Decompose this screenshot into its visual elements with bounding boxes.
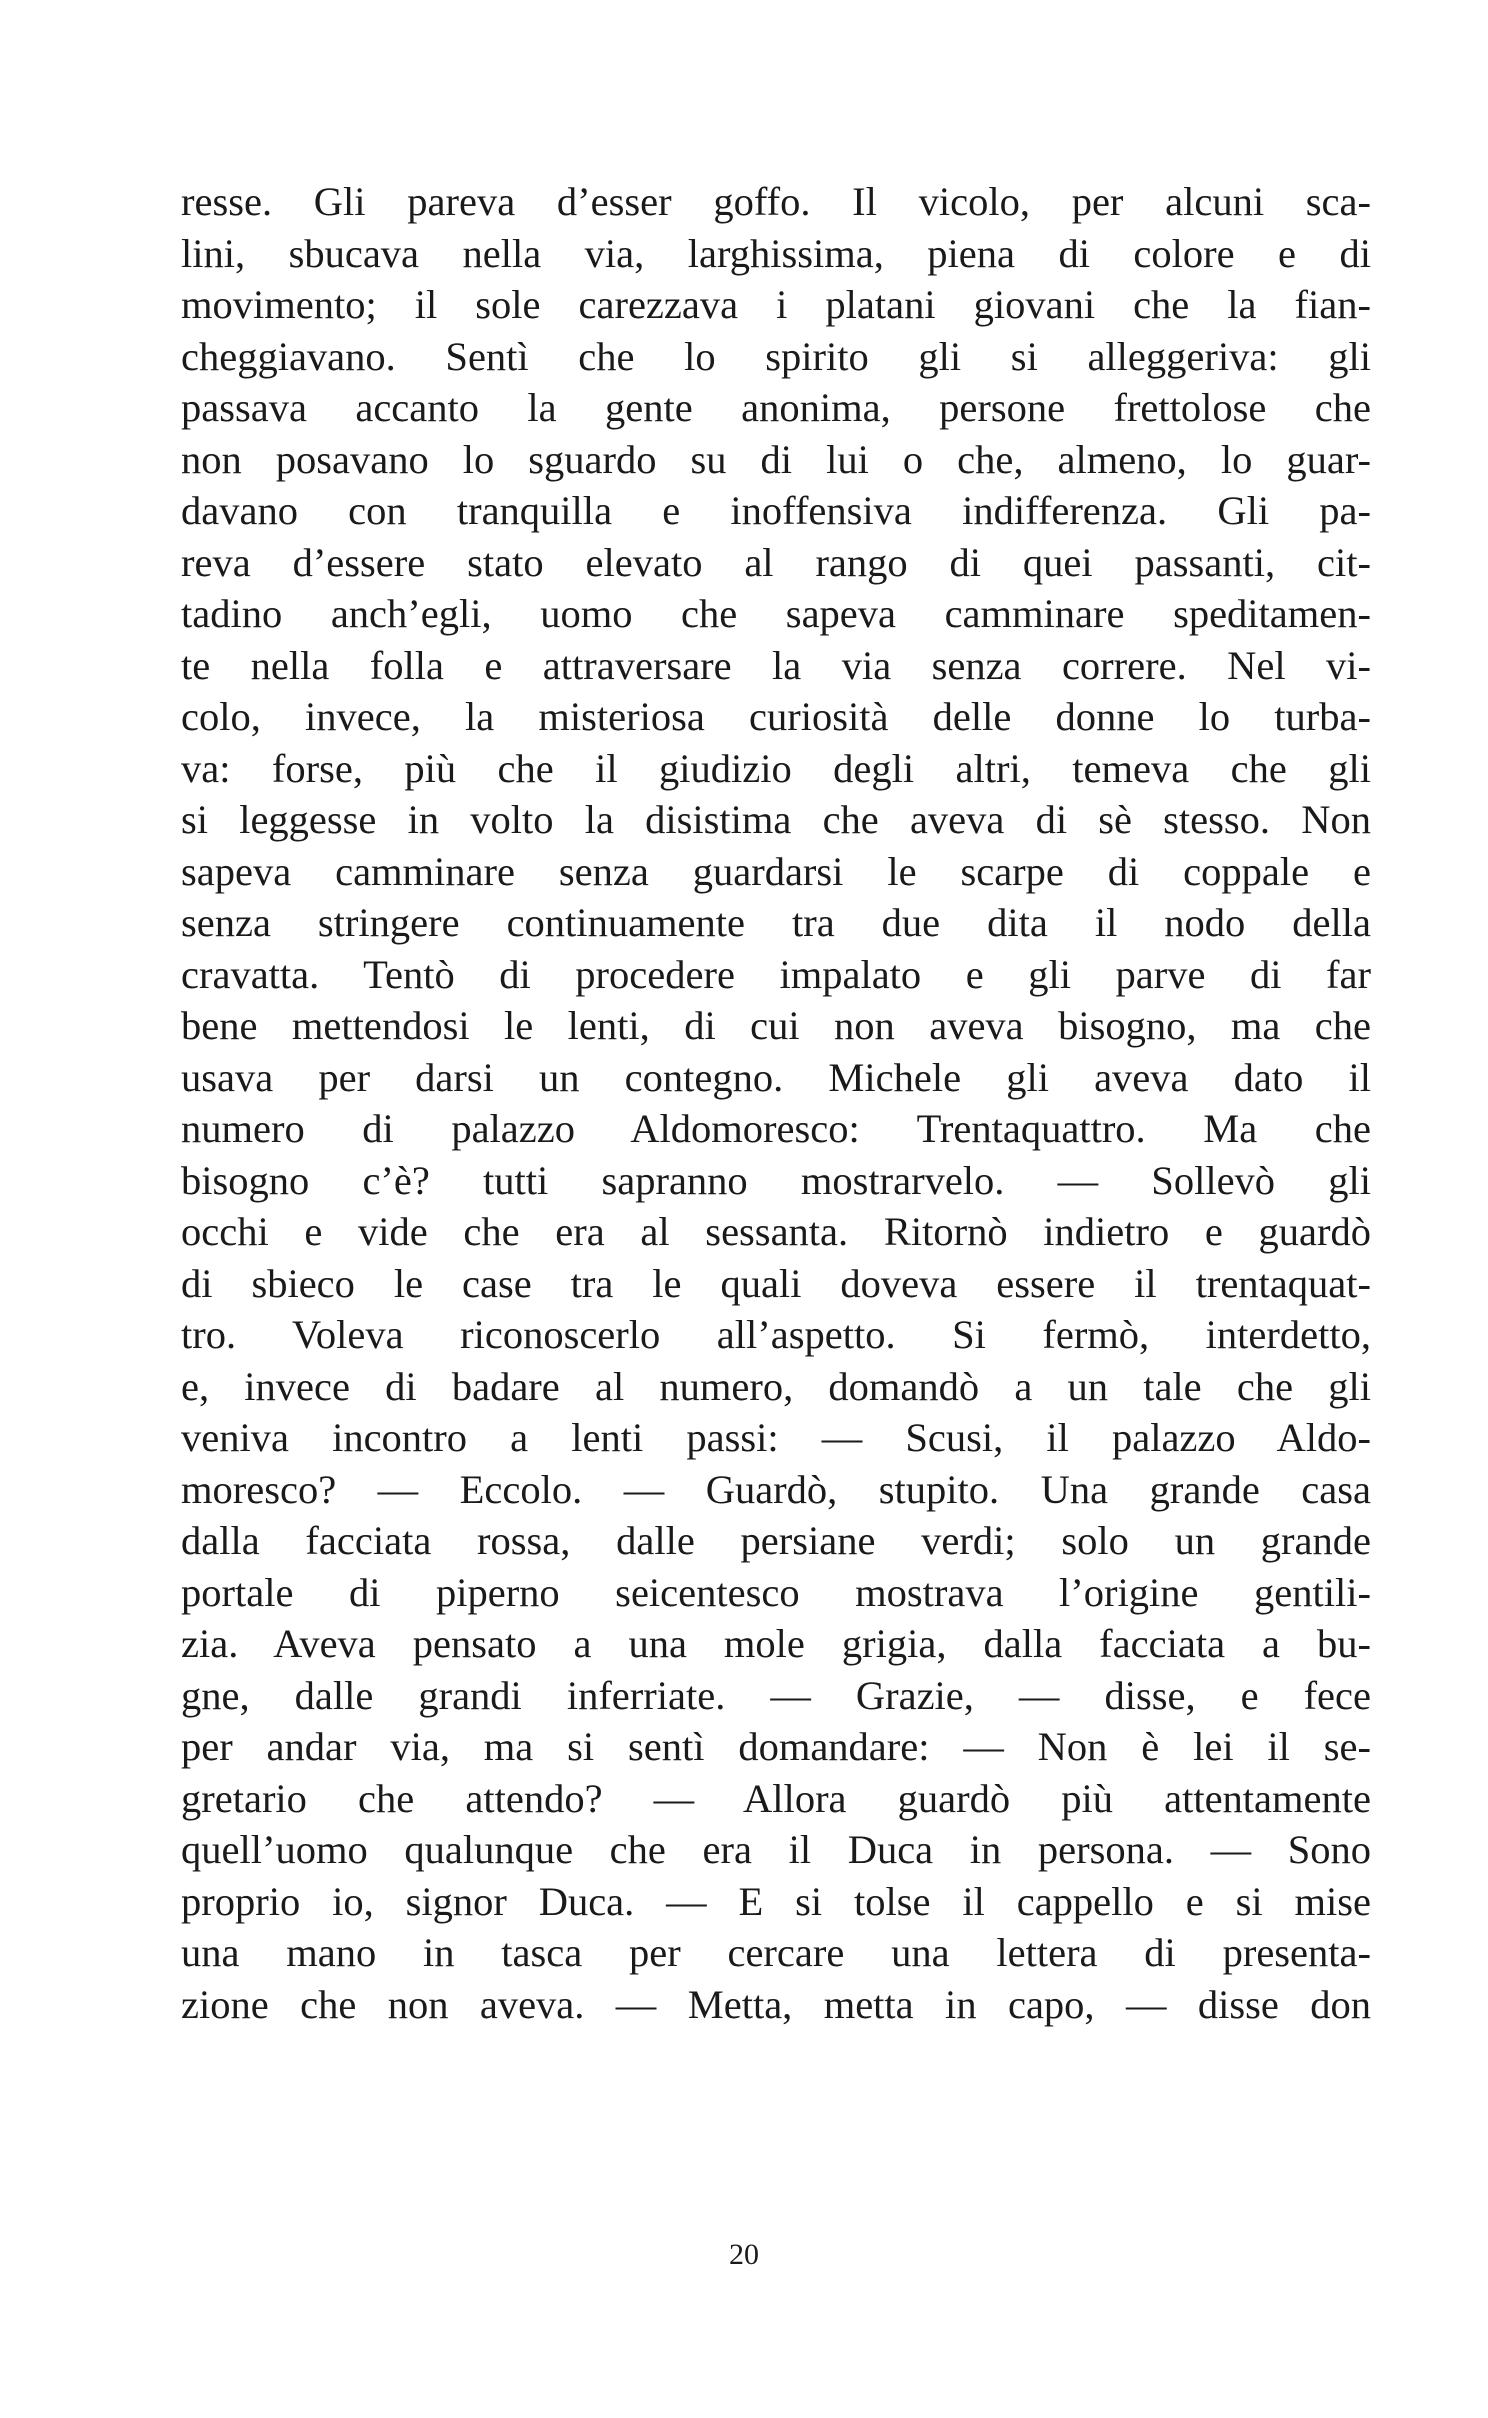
text-line: tadino anch’egli, uomo che sapeva camminare speditamen- bbox=[181, 591, 1371, 636]
text-line: moresco? — Eccolo. — Guardò, stupito. Una grande casa bbox=[181, 1466, 1371, 1512]
text-line: te nella folla e attraversare la via senza correre. Nel vi- bbox=[181, 642, 1371, 688]
text-line: gretario che attendo? — Allora guardò più attentamente bbox=[181, 1775, 1371, 1821]
body-text bbox=[181, 176, 1371, 2030]
text-line: senza stringere continuamente tra due dita il nodo della bbox=[181, 900, 1371, 945]
text-line: va: forse, più che il giudizio degli altri, temeva che gli bbox=[181, 745, 1371, 791]
text-line: usava per darsi un contegno. Michele gli aveva dato il bbox=[181, 1054, 1371, 1100]
text-line: non posavano lo sguardo su di lui o che, almeno, lo guar- bbox=[181, 436, 1371, 482]
text-line: zia. Aveva pensato a una mole grigia, dalla facciata a bu- bbox=[181, 1621, 1371, 1666]
text-line: gne, dalle grandi inferriate. — Grazie, — disse, e fece bbox=[181, 1672, 1371, 1718]
text-line: dalla facciata rossa, dalle persiane verdi; solo un grande bbox=[181, 1518, 1371, 1563]
text-line: numero di palazzo Aldomoresco: Trentaquattro. Ma che bbox=[181, 1106, 1371, 1151]
page-number: 20 bbox=[729, 2238, 759, 2271]
text-line: bisogno c’è? tutti sapranno mostrarvelo. — Sollevò gli bbox=[181, 1157, 1371, 1203]
text-line: per andar via, ma si sentì domandare: — Non è lei il se- bbox=[181, 1724, 1371, 1769]
text-line: reva d’essere stato elevato al rango di quei passanti, cit- bbox=[181, 539, 1371, 585]
text-line: bene mettendosi le lenti, di cui non aveva bisogno, ma che bbox=[181, 1003, 1371, 1048]
text-line: quell’uomo qualunque che era il Duca in persona. — Sono bbox=[181, 1827, 1371, 1872]
text-line: colo, invece, la misteriosa curiosità delle donne lo turba- bbox=[181, 694, 1371, 739]
text-line: resse. Gli pareva d’esser goffo. Il vicolo, per alcuni sca- bbox=[181, 179, 1371, 224]
text-line: cheggiavano. Sentì che lo spirito gli si alleggeriva: gli bbox=[181, 333, 1371, 379]
text-line: portale di piperno seicentesco mostrava l’origine gentili- bbox=[181, 1569, 1371, 1615]
text-line: di sbieco le case tra le quali doveva essere il trentaquat- bbox=[181, 1260, 1371, 1306]
text-line: sapeva camminare senza guardarsi le scarpe di coppale e bbox=[181, 848, 1371, 894]
text-line: davano con tranquilla e inoffensiva indifferenza. Gli pa- bbox=[181, 488, 1371, 533]
text-line: una mano in tasca per cercare una lettera di presenta- bbox=[181, 1930, 1371, 1975]
text-line: occhi e vide che era al sessanta. Ritornò indietro e guardò bbox=[181, 1209, 1371, 1254]
text-line: tro. Voleva riconoscerlo all’aspetto. Si fermò, interdetto, bbox=[181, 1312, 1371, 1357]
text-line: movimento; il sole carezzava i platani giovani che la fian- bbox=[181, 282, 1371, 327]
text-line: e, invece di badare al numero, domandò a un tale che gli bbox=[181, 1363, 1371, 1409]
text-line: veniva incontro a lenti passi: — Scusi, il palazzo Aldo- bbox=[181, 1415, 1371, 1460]
text-line: cravatta. Tentò di procedere impalato e gli parve di far bbox=[181, 951, 1371, 997]
text-line: zione che non aveva. — Metta, metta in capo, — disse don bbox=[181, 1981, 1371, 2027]
text-line: proprio io, signor Duca. — E si tolse il cappello e si mise bbox=[181, 1878, 1371, 1924]
text-line: lini, sbucava nella via, larghissima, piena di colore e di bbox=[181, 230, 1371, 276]
text-line: passava accanto la gente anonima, persone frettolose che bbox=[181, 385, 1371, 430]
text-line: si leggesse in volto la disistima che aveva di sè stesso. Non bbox=[181, 797, 1371, 842]
